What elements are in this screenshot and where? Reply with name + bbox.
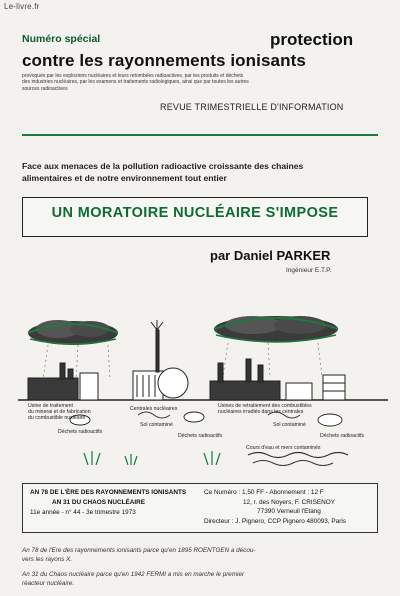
pollution-illustration bbox=[18, 285, 388, 480]
menace-text bbox=[22, 160, 374, 184]
radioactive-cloud-right-icon bbox=[214, 316, 338, 342]
issue-line: 11e année - n° 44 - 3e trimestre 1973 bbox=[30, 509, 136, 516]
label-usine: du combustible nucléaire bbox=[28, 415, 86, 421]
title-line-2: contre les rayonnements ionisants bbox=[22, 51, 306, 70]
label-sol: Sol contaminé bbox=[140, 422, 173, 428]
info-left bbox=[30, 488, 198, 518]
label-usines-retraitement: Usines de retraitement des combustibles bbox=[218, 403, 312, 409]
revue-label: REVUE TRIMESTRIELLE D'INFORMATION bbox=[160, 102, 344, 112]
label-cours-eau: Cours d'eau et mers contaminés bbox=[246, 445, 321, 451]
subtitle-small-print bbox=[22, 73, 378, 92]
price-line: Ce Numéro : 1,50 FF - Abonnement : 12 F bbox=[204, 489, 324, 496]
para-line: réacteur nucléaire. bbox=[22, 579, 75, 587]
mineral-factory-icon bbox=[28, 363, 98, 400]
small-line: sources radioactives bbox=[22, 85, 68, 92]
para-line: vers les rayons X. bbox=[22, 555, 73, 563]
label-dechets: Déchets radioactifs bbox=[58, 429, 103, 435]
menace-line: alimentaires et de notre environnement tout entier bbox=[22, 173, 227, 183]
author-name: par Daniel PARKER bbox=[210, 248, 331, 263]
label-dechets: Déchets radioactifs bbox=[178, 433, 223, 439]
reprocessing-plant-icon bbox=[210, 359, 345, 400]
label-centrales: Centrales nucléaires bbox=[130, 406, 178, 412]
divider bbox=[22, 134, 378, 136]
label-usine: Usine de traitement bbox=[28, 403, 73, 409]
moratoire-headline: UN MORATOIRE NUCLÉAIRE S'IMPOSE bbox=[51, 205, 339, 221]
para-line: An 31 du Chaos nucléaire parce qu'en 1942 FERMI a mis en marche le premier bbox=[22, 571, 245, 578]
radioactive-cloud-left-icon bbox=[28, 320, 118, 345]
chaos-line: AN 31 DU CHAOS NUCLÉAIRE bbox=[52, 499, 146, 506]
era-line: AN 78 DE L'ÈRE DES RAYONNEMENTS IONISANTS bbox=[30, 489, 187, 496]
footer-para-fermi bbox=[22, 571, 376, 588]
watermark-text: Le-livre.fr bbox=[4, 2, 40, 11]
label-dechets: Déchets radioactifs bbox=[320, 433, 365, 439]
title-line-1: protection bbox=[270, 30, 354, 49]
director-line: Directeur : J. Pignero, CCP Pignero 480093, Paris bbox=[204, 517, 346, 525]
menace-line: Face aux menaces de la pollution radioactive croissante des chaines bbox=[22, 161, 304, 171]
city-line: 77390 Verneuil l'Etang bbox=[257, 508, 321, 516]
info-right bbox=[204, 488, 374, 526]
footer-para-roentgen bbox=[22, 547, 376, 564]
label-sol: Sol contaminé bbox=[273, 422, 306, 428]
small-line: provoqués par les explosions nucléaires et leurs retombées radioactives, par les produits et déchets bbox=[22, 73, 244, 79]
special-issue-label: Numéro spécial bbox=[22, 33, 101, 45]
para-line: An 78 de l'Ere des rayonnements ionisants parce qu'en 1895 ROENTGEN a décou- bbox=[22, 547, 256, 554]
small-line: des industries nucléaires, par les examens et traitements radiologiques, ainsi que par toutes les autres bbox=[22, 79, 249, 86]
label-usine: du minerai et de fabrication bbox=[28, 409, 91, 415]
label-usines-retraitement: nucléaires irradiés dans les centrales bbox=[218, 409, 304, 415]
author-title: Ingénieur E.T.P. bbox=[286, 267, 332, 274]
address-line: 12, r. des Noyers, F. CRISENOY bbox=[243, 498, 335, 506]
nuclear-plant-icon bbox=[133, 320, 188, 400]
